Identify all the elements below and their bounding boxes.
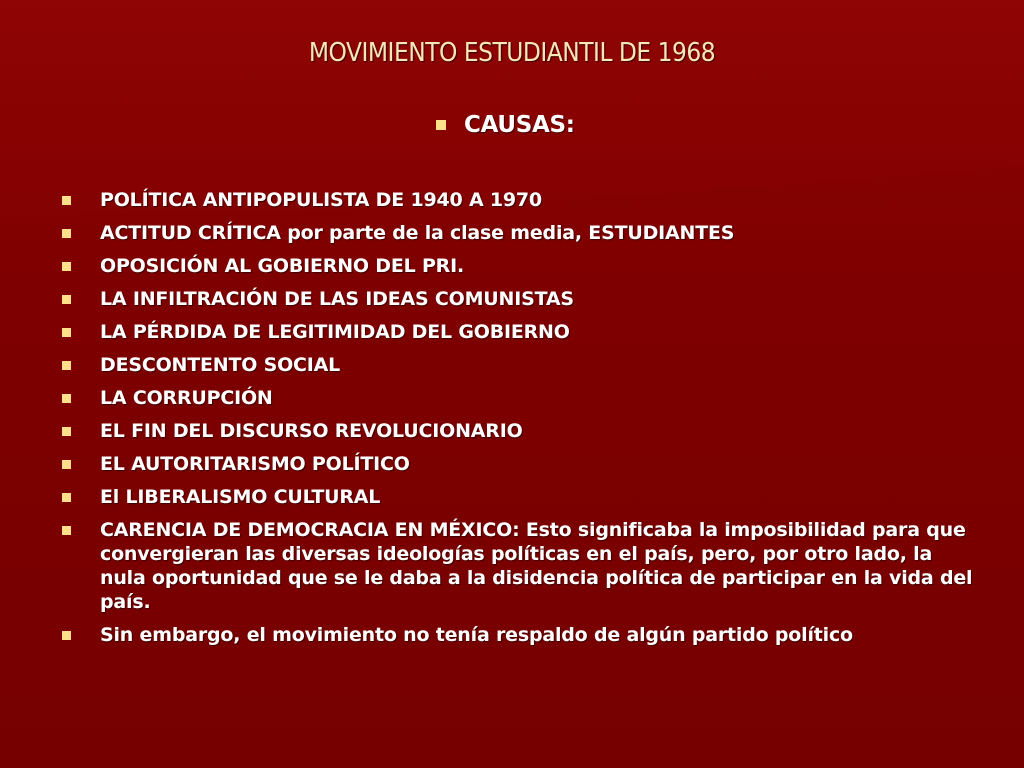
list-item-text: El LIBERALISMO CULTURAL — [100, 486, 381, 508]
list-item — [62, 518, 982, 614]
list-item — [62, 287, 982, 311]
square-bullet-icon — [62, 229, 71, 238]
square-bullet-icon — [436, 120, 446, 130]
square-bullet-icon — [62, 295, 71, 304]
list-item-text: Sin embargo, el movimiento no tenía respaldo de algún partido político — [100, 624, 853, 646]
square-bullet-icon — [62, 196, 71, 205]
list-item-text: CARENCIA DE DEMOCRACIA EN MÉXICO: Esto significaba la imposibilidad para que convergieran las diversas ideologías políticas en el país, pero, por otro lado, la nula oportunidad que se le daba a la disidencia política de participar en la vida del país. — [100, 519, 973, 613]
list-item-text: LA CORRUPCIÓN — [100, 387, 273, 409]
list-item — [62, 419, 982, 443]
square-bullet-icon — [62, 493, 71, 502]
list-item-text: ACTITUD CRÍTICA por parte de la clase media, ESTUDIANTES — [100, 222, 735, 244]
list-item — [62, 452, 982, 476]
slide-title: MOVIMIENTO ESTUDIANTIL DE 1968 — [308, 38, 716, 68]
list-item-text: LA INFILTRACIÓN DE LAS IDEAS COMUNISTAS — [100, 288, 574, 310]
list-item — [62, 221, 982, 245]
square-bullet-icon — [62, 460, 71, 469]
square-bullet-icon — [62, 394, 71, 403]
subtitle: CAUSAS: — [464, 112, 575, 138]
list-item-text: EL AUTORITARISMO POLÍTICO — [100, 453, 410, 475]
square-bullet-icon — [62, 631, 71, 640]
list-item — [62, 254, 982, 278]
subtitle-row — [436, 112, 575, 138]
list-item — [62, 320, 982, 344]
list-item — [62, 386, 982, 410]
square-bullet-icon — [62, 427, 71, 436]
list-item-text: LA PÉRDIDA DE LEGITIMIDAD DEL GOBIERNO — [100, 321, 570, 343]
square-bullet-icon — [62, 328, 71, 337]
list-item — [62, 485, 982, 509]
list-item-text: OPOSICIÓN AL GOBIERNO DEL PRI. — [100, 255, 464, 277]
square-bullet-icon — [62, 361, 71, 370]
list-item — [62, 353, 982, 377]
square-bullet-icon — [62, 262, 71, 271]
square-bullet-icon — [62, 526, 71, 535]
list-item — [62, 188, 982, 212]
list-item-text: EL FIN DEL DISCURSO REVOLUCIONARIO — [100, 420, 523, 442]
list-item-text: DESCONTENTO SOCIAL — [100, 354, 341, 376]
list-item-text: POLÍTICA ANTIPOPULISTA DE 1940 A 1970 — [100, 189, 542, 211]
list-item — [62, 623, 982, 647]
causes-list — [62, 188, 982, 656]
